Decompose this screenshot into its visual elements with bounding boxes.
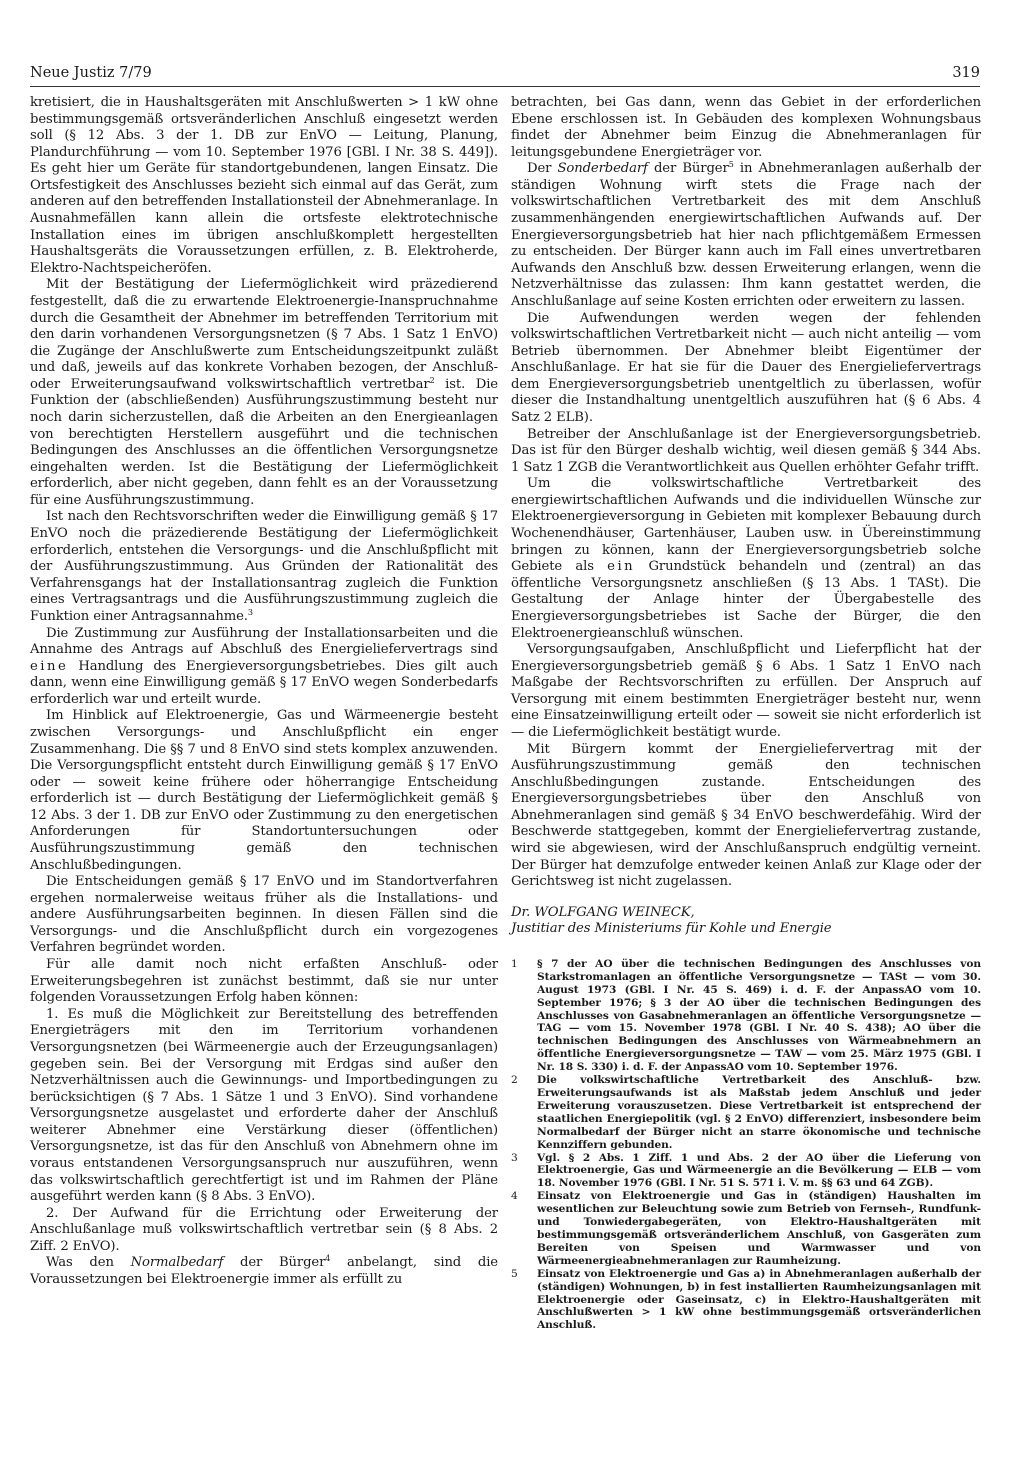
paragraph bbox=[30, 95, 498, 277]
page-header bbox=[30, 62, 980, 84]
right-column-body bbox=[511, 95, 981, 891]
footnote-text: Die volkswirtschaftliche Vertretbarkeit des Anschluß- bzw. Erweiterungsaufwands ist als Maßstab jedem Anschluß und jeder Erweiterung vorauszusetzen. Diese Vertretbarkeit ist entsprechend der staatlichen Energiepolitik (vgl. § 2 EnVO) differenziert, insbesondere beim Normalbedarf der Bürger nicht an starre ökonomische und technische Kennziffern gebunden. bbox=[537, 1074, 981, 1151]
text-run: Um die volkswirtschaftliche Vertretbarkeit des energiewirtschaftlichen Aufwands und die individuellen Wünsche zur Elektroenergieversorgung in Gebieten mit komplexer Bebauung durch Wochenendhäuser, Gartenhäuser, Lauben usw. in Übereinstimmung bringen zu können, kann der Energieversorgungsbetrieb solche Gebiete als bbox=[511, 476, 981, 575]
author-name: Dr. WOLFGANG WEINECK, bbox=[511, 904, 695, 920]
text-run: Handlung des Energieversorgungsbetriebes. Dies gilt auch dann, wenn eine Einwilligung gemäß § 17 EnVO wegen Sonderbedarfs erforderlich war und erteilt wurde. bbox=[30, 658, 498, 707]
footnote-ref: 5 bbox=[728, 160, 734, 170]
paragraph bbox=[511, 476, 981, 642]
paragraph bbox=[511, 161, 981, 310]
footnote-text: Einsatz von Elektroenergie und Gas a) in Abnehmeranlagen außerhalb der (ständigen) Wohnungen, b) in fest installierten Raumheizungsanlagen mit Elektroenergie oder Gaseinsatz, c) in Elektro-Haushaltgeräten mit Anschlußwerten > 1 kW ohne bestimmungsgemäß ortsveränderlichen Anschluß. bbox=[537, 1267, 981, 1332]
paragraph bbox=[30, 626, 498, 709]
text-run: betrachten, bei Gas dann, wenn das Gebiet in der erforderlichen Ebene erschlossen ist. In Gebäuden des komplexen Wohnungsbaus findet der Abnehmer beim Einzug die Abnehmeranlagen für leitungsgebundene Energieträger vor. bbox=[511, 95, 981, 160]
spaced-emphasis: ein bbox=[607, 559, 636, 575]
paragraph bbox=[511, 95, 981, 161]
footnote bbox=[511, 1190, 981, 1267]
footnote bbox=[511, 1152, 981, 1191]
footnote-text: Vgl. § 2 Abs. 1 Ziff. 1 und Abs. 2 der AO über die Lieferung von Elektroenergie, Gas und Wärmeenergie an die Bevölkerung — ELB — vom 18. November 1976 (GBl. I Nr. 51 S. 571 i. V. m. §§ 63 und 64 ZGB). bbox=[537, 1151, 981, 1190]
paragraph bbox=[30, 1255, 498, 1288]
footnote-ref: 2 bbox=[429, 375, 435, 385]
text-run: Was den bbox=[46, 1255, 131, 1271]
footnote-text: § 7 der AO über die technischen Bedingungen des Anschlusses von Starkstromanlagen an öffentliche Versorgungsnetze — TASt — vom 30. August 1973 (GBl. I Nr. 45 S. 469) i. d. F. der AnpassAO vom 10. September 1976; § 3 der AO über die technischen Bedingungen des Anschlusses von Gasabnehmeranlagen an öffentliche Versorgungsnetze — TAG — vom 15. November 1978 (GBl. I Nr. 40 S. 438); AO über die technischen Bedingungen des Anschlusses von Wärmeabnehmern an öffentliche Energieversorgungsnetze — TAW — vom 25. März 1975 (GBl. I Nr. 18 S. 330) i. d. F. der AnpassAO vom 10. September 1976. bbox=[537, 957, 981, 1074]
text-run: der Bürger bbox=[223, 1255, 326, 1271]
text-run: ist. Die Funktion der (abschließenden) Ausführungszustimmung besteht nur noch darin sicherzustellen, daß die Arbeiten an den Energieanlagen von berechtigten Herstellern ausgeführt und die technischen Bedingungen des Anschlusses an die öffentlichen Versorgungsnetze eingehalten werden. Ist die Bestätigung der Liefermöglichkeit erforderlich, aber nicht gegeben, dann fehlt es an der Voraussetzung für eine Ausführungszustimmung. bbox=[30, 376, 498, 508]
text-run: Der bbox=[527, 161, 558, 177]
footnote-ref: 4 bbox=[325, 1254, 331, 1264]
author-role: Justitiar des Ministeriums für Kohle und Energie bbox=[511, 921, 832, 937]
paragraph bbox=[30, 277, 498, 509]
paragraph bbox=[30, 957, 498, 1007]
emphasis: Sonderbedarf bbox=[557, 161, 648, 177]
footnote bbox=[511, 1074, 981, 1151]
text-run: Grundstück behandeln und (zentral) an das öffentliche Versorgungsnetz anschließen (§ 13 Abs. 1 TASt). Die Gestaltung der Anlage hinter der Übergabestelle des Energieversorgungsbetriebes ist Sache der Bürger, die den Elektroenergieanschluß wünschen. bbox=[511, 559, 981, 641]
text-run: 2. Der Aufwand für die Errichtung oder Erweiterung der Anschlußanlage muß volkswirtschaftlich vertretbar sein (§ 8 Abs. 2 Ziff. 2 EnVO). bbox=[30, 1205, 498, 1254]
footnote-text: Einsatz von Elektroenergie und Gas in (ständigen) Haushalten im wesentlichen zur Beleuchtung sowie zum Betrieb von Fernseh-, Rundfunk- und Tonwiedergabegeräten, von Elektro-Haushaltgeräten mit bestimmungsgemäß ortsveränderlichem Anschluß, von Gasgeräten zum Bereiten von Speisen und Warmwasser und von Wärmeenergieabnehmeranlagen zur Raumheizung. bbox=[537, 1190, 981, 1267]
journal-title: Neue Justiz 7/79 bbox=[30, 65, 152, 81]
spaced-emphasis: eine bbox=[30, 658, 69, 674]
text-run: Die Aufwendungen werden wegen der fehlenden volkswirtschaftlichen Vertretbarkeit nicht — auch nicht anteilig — vom Betrieb übernommen. Der Abnehmer bleibt Eigentümer der Anschlußanlage. Er hat sie für die Dauer des Energieliefervertrags dem Energieversorgungsbetrieb unentgeltlich zu überlassen, wofür dieser die Instandhaltung unentgeltlich auszuführen hat (§ 6 Abs. 4 Satz 2 ELB). bbox=[511, 310, 981, 425]
text-run: Versorgungsaufgaben, Anschlußpflicht und Lieferpflicht hat der Energieversorgungsbetrieb gemäß § 6 Abs. 1 Satz 1 EnVO nach Maßgabe der Rechtsvorschriften zu erfüllen. Der Anspruch auf Versorgung mit einem bestimmten Energieträger besteht nur, wenn eine Einsatzeinwilligung erteilt oder — soweit sie nicht erforderlich ist — die Liefermöglichkeit bestätigt wurde. bbox=[511, 642, 981, 740]
footnote-ref: 3 bbox=[247, 607, 253, 617]
paragraph bbox=[30, 874, 498, 957]
paragraph bbox=[511, 642, 981, 741]
text-run: Mit Bürgern kommt der Energieliefervertrag mit der Ausführungszustimmung gemäß den technischen Anschlußbedingungen zustande. Entscheidungen des Energieversorgungsbetriebes über den Anschluß von Abnehmeranlagen sind gemäß § 34 EnVO beschwerdefähig. Wird der Beschwerde stattgegeben, kommt der Energieliefervertrag zustande, wird sie abgewiesen, wird der Anschlußanspruch endgültig verneint. Der Bürger hat demzufolge entweder keinen Anlaß zur Klage oder der Gerichtsweg ist nicht zugelassen. bbox=[511, 741, 981, 890]
footnote-number: 5 bbox=[511, 1267, 518, 1280]
text-run: anbelangt, sind die Voraussetzungen bei Elektroenergie immer als erfüllt zu bbox=[30, 1255, 498, 1288]
footnote-number: 4 bbox=[511, 1190, 518, 1203]
text-run: Mit der Bestätigung der Liefermöglichkeit wird präzedierend festgestellt, daß die zu erwartende Elektroenergie-Inanspruchnahme durch die Gesamtheit der Abnehmer im betreffenden Territorium mit den darin vorhandenen Versorgungsnetzen (§ 7 Abs. 1 Satz 1 EnVO) die Zugänge der Anschlußwerte zum Entscheidungszeitpunkt zuläßt und daß, jeweils auf das konkrete Vorhaben bezogen, der Anschluß- oder Erweiterungsaufwand volkswirtschaftlich vertretbar bbox=[30, 277, 498, 392]
text-run: Betreiber der Anschlußanlage ist der Energieversorgungsbetrieb. Das ist für den Bürger deshalb wichtig, weil diesen gemäß § 344 Abs. 1 Satz 1 ZGB die Verantwortlichkeit aus Quellen erhöhter Gefahr trifft. bbox=[511, 426, 981, 475]
paragraph bbox=[511, 427, 981, 477]
emphasis: Normalbedarf bbox=[130, 1255, 224, 1271]
right-column bbox=[511, 95, 981, 1332]
paragraph bbox=[30, 1206, 498, 1256]
text-run: kretisiert, die in Haushaltsgeräten mit Anschlußwerten > 1 kW ohne bestimmungsgemäß ortsveränderlichen Anschluß eingesetzt werden soll (§ 12 Abs. 3 der 1. DB zur EnVO — Leitung, Planung, Plandurchführung — vom 10. September 1976 [GBl. I Nr. 38 S. 449]). Es geht hier um Geräte für standortgebundenen, langen Einsatz. Die Ortsfestigkeit des Anschlusses bezieht sich einmal auf das Gerät, zum anderen auf den betreffenden Installationsteil der Abnehmeranlage. In Ausnahmefällen kann allein die ortsfeste elektrotechnische Installation eines im übrigen anschlußkomplett hergestellten Haushaltsgeräts die Voraussetzungen erfüllen, z. B. Elektroherde, Elektro-Nachtspeicheröfen. bbox=[30, 95, 498, 276]
paragraph bbox=[30, 708, 498, 874]
page-number: 319 bbox=[952, 65, 980, 81]
paragraph bbox=[30, 509, 498, 625]
paragraph bbox=[511, 742, 981, 891]
text-run: Im Hinblick auf Elektroenergie, Gas und Wärmeenergie besteht zwischen Versorgungs- und Anschlußpflicht ein enger Zusammenhang. Die §§ 7 und 8 EnVO sind stets komplex anzuwenden. Die Versorgungspflicht entsteht durch Einwilligung gemäß § 17 EnVO oder — soweit keine frühere oder höherrangige Entscheidung erforderlich ist — durch Bestätigung der Liefermöglichkeit gemäß § 12 Abs. 3 der 1. DB zur EnVO oder Zustimmung zu den energetischen Anforderungen für Standortuntersuchungen oder Ausführungszustimmung gemäß den technischen Anschlußbedingungen. bbox=[30, 708, 498, 873]
text-run: der Bürger bbox=[647, 161, 729, 177]
text-run: Die Entscheidungen gemäß § 17 EnVO und im Standortverfahren ergehen normalerweise weitaus früher als die Installations- und andere Ausführungsarbeiten beginnen. In diesen Fällen sind die Versorgungs- und die Anschlußpflicht durch ein vorgezogenes Verfahren begründet worden. bbox=[30, 874, 498, 956]
text-run: Ist nach den Rechtsvorschriften weder die Einwilligung gemäß § 17 EnVO noch die präzedierende Bestätigung der Liefermöglichkeit erforderlich, entstehen die Versorgungs- und die Anschlußpflicht mit der Ausführungszustimmung. Aus Gründen der Rationalität des Verfahrensgangs hat der Installationsantrag zugleich die Funktion eines Vertragsantrags und die Ausführungszustimmung zugleich die Funktion einer Antragsannahme. bbox=[30, 509, 498, 624]
footnote-number: 1 bbox=[511, 957, 518, 970]
left-column bbox=[30, 95, 498, 1289]
text-run: 1. Es muß die Möglichkeit zur Bereitstellung des betreffenden Energieträgers mit den im Territorium vorhandenen Versorgungsnetzen (bei Wärmeenergie auch der Erzeugungsanlagen) gegeben sein. Bei der Versorgung mit Erdgas sind außer den Netzverhältnissen auch die Gewinnungs- und Importbedingungen zu berücksichtigen (§ 7 Abs. 1 Sätze 1 und 3 EnVO). Sind vorhandene Versorgungsnetze ausgelastet und erforderte daher der Anschluß weiterer Abnehmer eine Verstärkung dieser (öffentlichen) Versorgungsnetze, ist das für den Anschluß von Abnehmern ohne im voraus entstandenen Versorgungsanspruch nur auszuführen, wenn das volkswirtschaftlich gerechtfertigt ist und im Rahmen der Pläne ausgeführt werden kann (§ 8 Abs. 3 EnVO). bbox=[30, 1006, 498, 1205]
footnote-number: 2 bbox=[511, 1074, 518, 1087]
text-run: in Abnehmeranlagen außerhalb der ständigen Wohnung wirft stets die Frage nach der volkswirtschaftlichen Vertretbarkeit des mit dem Anschluß zusammenhängenden energiewirtschaftlichen Aufwands auf. Der Energieversorgungsbetrieb hat hier nach pflichtgemäßem Ermessen zu entscheiden. Der Bürger kann auch im Fall eines unvertretbaren Aufwands den Anschluß bzw. dessen Erweiterung erlangen, wenn die Netzverhältnisse das zulassen: Ihm kann gestattet werden, die Anschlußanlage auf seine Kosten errichten oder erweitern zu lassen. bbox=[511, 161, 981, 309]
footnote bbox=[511, 958, 981, 1074]
text-run: Die Zustimmung zur Ausführung der Installationsarbeiten und die Annahme des Antrags auf Abschluß des Energieliefervertrags sind bbox=[30, 625, 498, 658]
footnotes bbox=[511, 958, 981, 1332]
paragraph bbox=[511, 311, 981, 427]
text-run: Für alle damit noch nicht erfaßten Anschluß- oder Erweiterungsbegehren ist zunächst bestimmt, daß sie nur unter folgenden Voraussetzungen Erfolg haben können: bbox=[30, 957, 498, 1006]
footnote-number: 3 bbox=[511, 1151, 518, 1164]
author-signature bbox=[511, 905, 981, 938]
footnote bbox=[511, 1268, 981, 1333]
header-rule bbox=[30, 86, 980, 87]
paragraph bbox=[30, 1007, 498, 1206]
